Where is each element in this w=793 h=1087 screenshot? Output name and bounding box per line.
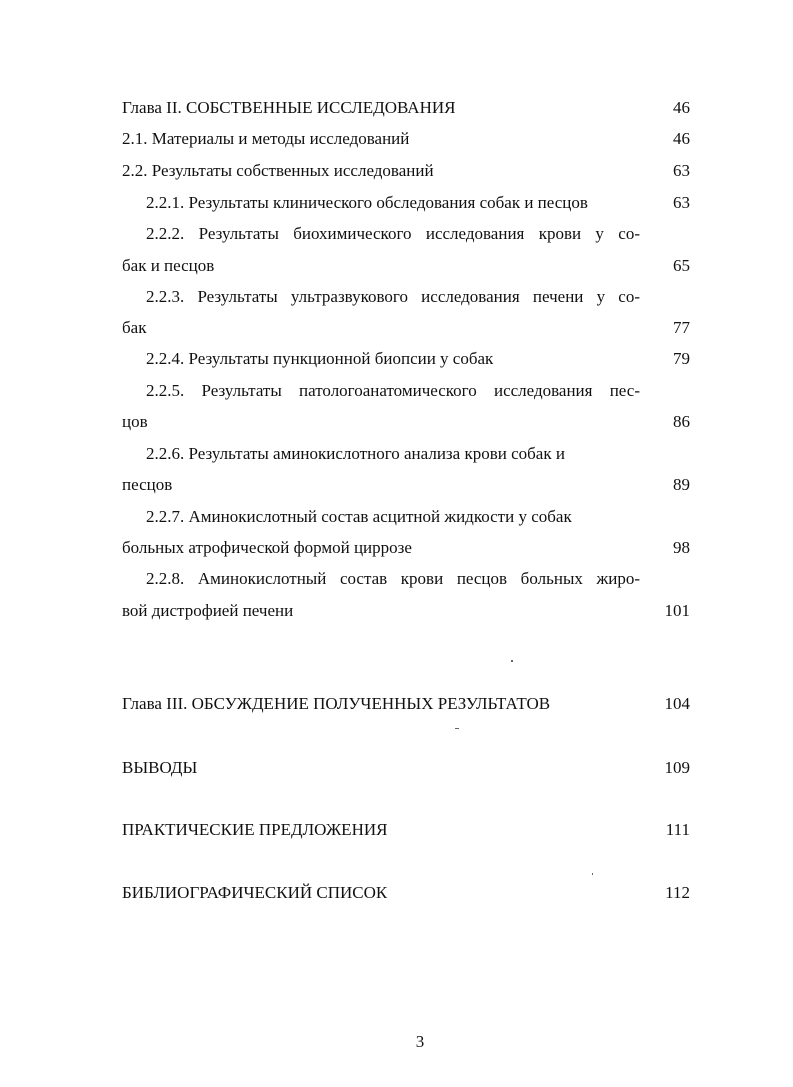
toc-entry-2-2-8-line2: вой дистрофией печени <box>122 601 294 620</box>
toc-entry-2-1: 2.1. Материалы и методы исследований <box>122 129 410 148</box>
toc-page-number: 112 <box>665 883 690 902</box>
toc-entry-2-2-6-line1: 2.2.6. Результаты аминокислотного анализа крови собак и <box>146 444 565 463</box>
toc-page-number: 89 <box>673 475 690 494</box>
toc-entry-2-2-5-line2: цов <box>122 412 148 431</box>
toc-entry-2-2-2-line1: 2.2.2. Результаты биохимического исследования крови у со- <box>146 224 640 243</box>
toc-page-number: 77 <box>673 318 690 337</box>
toc-entry-2-2-3-line1: 2.2.3. Результаты ультразвукового исследования печени у со- <box>146 287 640 306</box>
toc-entry-2-2-4: 2.2.4. Результаты пункционной биопсии у собак <box>146 349 494 368</box>
scan-speck <box>592 873 593 875</box>
toc-entry-2-2-3-line2: бак <box>122 318 147 337</box>
toc-page-number: 65 <box>673 256 690 275</box>
scan-speck <box>455 728 459 729</box>
toc-entry-chapter-2: Глава II. СОБСТВЕННЫЕ ИССЛЕДОВАНИЯ <box>122 98 456 117</box>
toc-entry-chapter-3: Глава III. ОБСУЖДЕНИЕ ПОЛУЧЕННЫХ РЕЗУЛЬТАТОВ <box>122 694 551 713</box>
toc-page-number: 109 <box>664 758 690 777</box>
toc-page-number: 111 <box>665 820 690 839</box>
scan-speck <box>511 660 513 662</box>
toc-page-number: 63 <box>673 161 690 180</box>
toc-page-number: 86 <box>673 412 690 431</box>
toc-page-number: 46 <box>673 129 690 148</box>
toc-page-number: 79 <box>673 349 690 368</box>
toc-entry-2-2-7-line2: больных атрофической формой циррозе <box>122 538 412 557</box>
toc-entry-2-2: 2.2. Результаты собственных исследований <box>122 161 434 180</box>
toc-page-number: 104 <box>664 694 690 713</box>
toc-entry-2-2-1: 2.2.1. Результаты клинического обследования собак и песцов <box>146 193 588 212</box>
toc-entry-2-2-6-line2: песцов <box>122 475 173 494</box>
toc-entry-2-2-5-line1: 2.2.5. Результаты патологоанатомического исследования пес- <box>146 381 640 400</box>
page-number: 3 <box>415 1032 425 1051</box>
toc-entry-2-2-8-line1: 2.2.8. Аминокислотный состав крови песцов больных жиро- <box>146 569 640 588</box>
toc-entry-conclusions: ВЫВОДЫ <box>122 758 198 777</box>
toc-entry-2-2-2-line2: бак и песцов <box>122 256 215 275</box>
toc-page-number: 101 <box>664 601 690 620</box>
toc-page-number: 63 <box>673 193 690 212</box>
toc-entry-practical-proposals: ПРАКТИЧЕСКИЕ ПРЕДЛОЖЕНИЯ <box>122 820 388 839</box>
toc-page-number: 98 <box>673 538 690 557</box>
toc-page-number: 46 <box>673 98 690 117</box>
toc-entry-bibliography: БИБЛИОГРАФИЧЕСКИЙ СПИСОК <box>122 883 388 902</box>
toc-entry-2-2-7-line1: 2.2.7. Аминокислотный состав асцитной жидкости у собак <box>146 507 572 526</box>
